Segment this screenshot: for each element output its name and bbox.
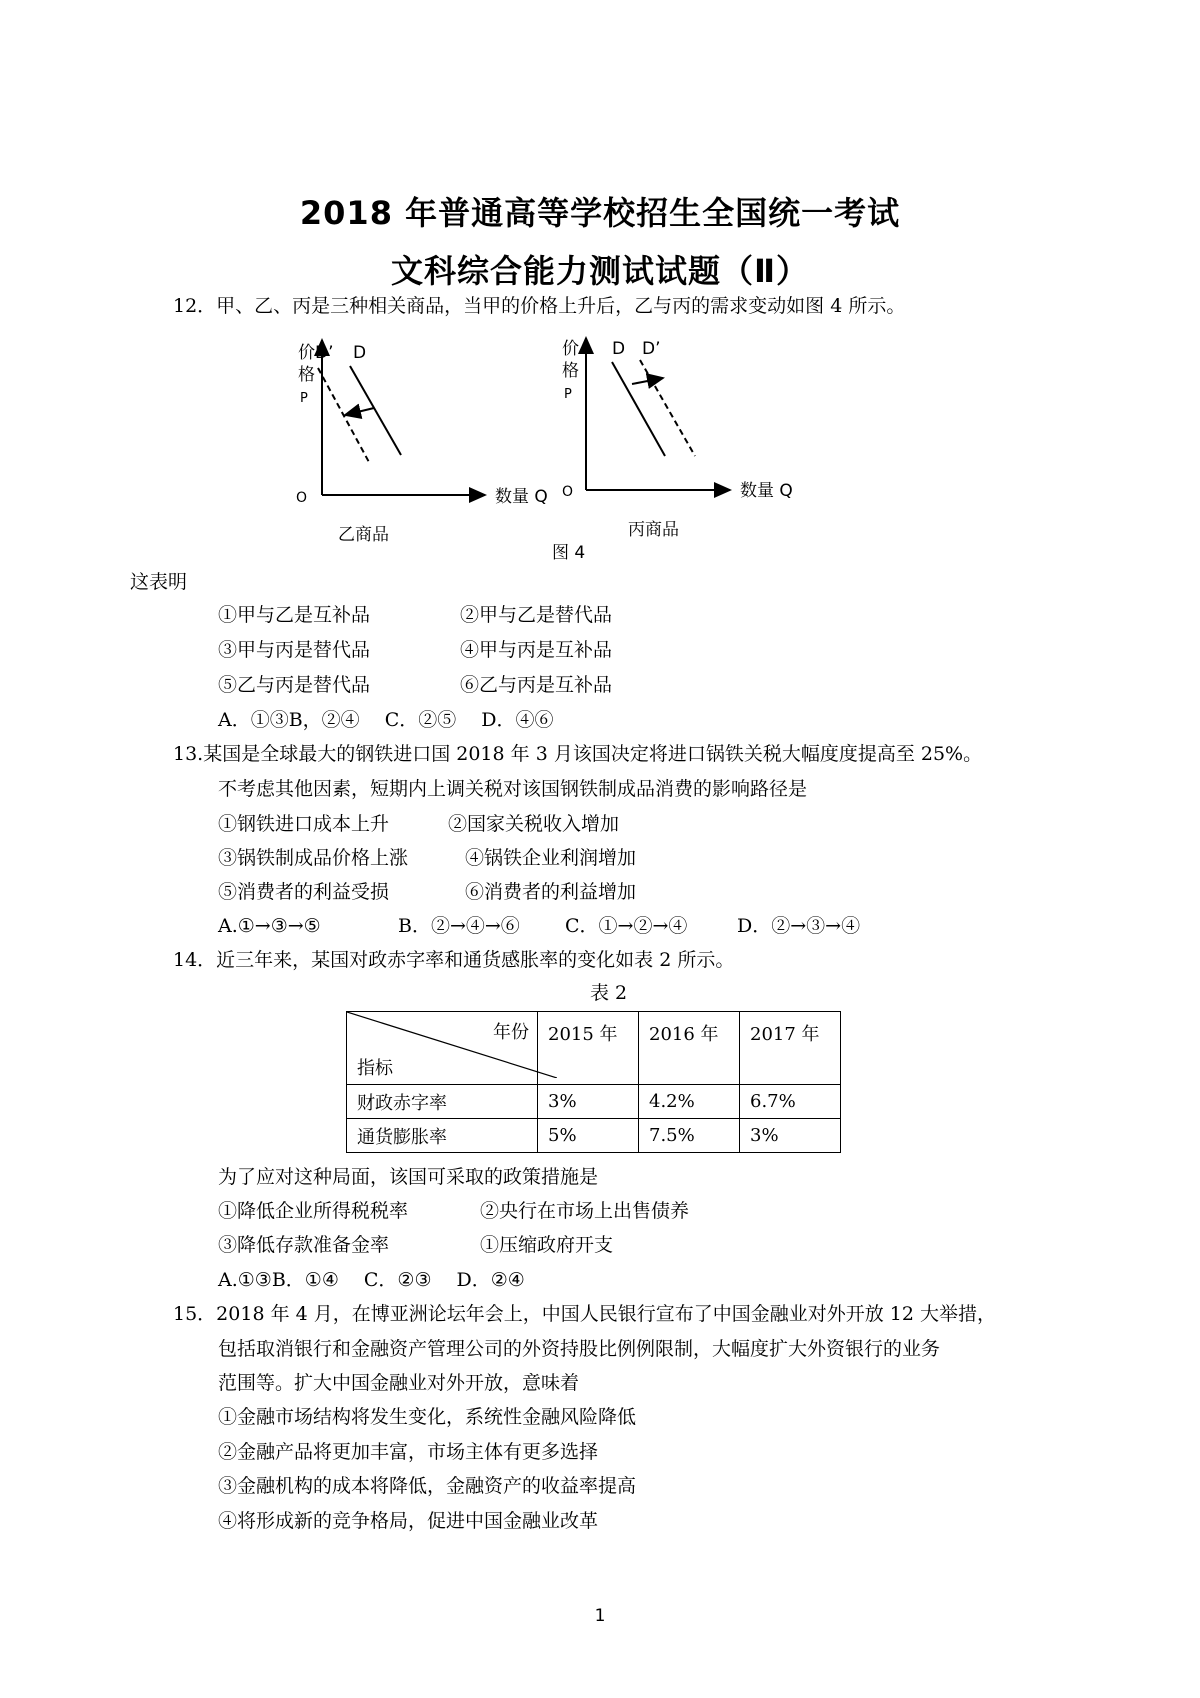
right-x-label: 数量 Q [740, 481, 793, 501]
left-x-label: 数量 Q [495, 487, 548, 507]
left-origin: O [296, 490, 308, 506]
cell-value: 3% [740, 1119, 841, 1153]
left-y-label-2: 格 [298, 365, 315, 385]
table-row [347, 1119, 841, 1153]
cell-value: 7.5% [639, 1119, 740, 1153]
right-caption: 丙商品 [628, 520, 679, 540]
col-header-2016: 2016 年 [639, 1012, 740, 1085]
cell-value: 6.7% [740, 1085, 841, 1119]
q15-option-3: ③金融机构的成本将降低，金融资产的收益率提高 [218, 1475, 637, 1497]
exam-subtitle: 文科综合能力测试试题（Ⅱ） [390, 252, 810, 290]
q14-option-3: ③降低存款准备金率 [218, 1234, 390, 1256]
row-label: 通货膨胀率 [347, 1119, 538, 1153]
right-shift-arrow [632, 378, 663, 384]
q12-option-5: ⑤乙与丙是替代品 [218, 674, 371, 696]
left-label-d-prime: D’ [315, 343, 334, 363]
right-label-d: D [612, 339, 626, 359]
right-y-label-2: 格 [562, 361, 579, 381]
q13-option-1: ①钢铁进口成本上升 [218, 813, 390, 835]
q14-option-1: ①降低企业所得税税率 [218, 1200, 409, 1222]
q12-choices: A．①③B，②④ C．②⑤ D．④⑥ [218, 709, 554, 731]
q12-option-4: ④甲与丙是互补品 [460, 639, 613, 661]
table-row [347, 1085, 841, 1119]
cell-value: 4.2% [639, 1085, 740, 1119]
left-curve-d-prime [318, 368, 370, 464]
left-caption: 乙商品 [338, 525, 389, 545]
q12-lead: 这表明 [130, 571, 188, 593]
figure-caption: 图 4 [552, 543, 586, 563]
table-corner-cell [347, 1012, 538, 1085]
q13-option-2: ②国家关税收入增加 [448, 813, 620, 835]
q12-option-3: ③甲与丙是替代品 [218, 639, 371, 661]
right-curve-d [612, 362, 665, 456]
exam-title: 2018 年普通高等学校招生全国统一考试 [299, 194, 901, 232]
q14-option-4: ①压缩政府开支 [480, 1234, 614, 1256]
q15-stem-line2: 包括取消银行和金融资产管理公司的外资持股比例例限制，大幅度扩大外资银行的业务 [218, 1338, 941, 1360]
corner-label-year: 年份 [493, 1022, 529, 1043]
right-y-label-3: P [564, 387, 572, 402]
left-panel-yi [296, 340, 548, 545]
left-shift-arrow [345, 408, 374, 415]
q12-option-1: ①甲与乙是互补品 [218, 604, 371, 626]
page-number: 1 [594, 1606, 606, 1626]
right-y-label-1: 价 [562, 339, 579, 359]
q13-choice-d: D．②→③→④ [737, 915, 861, 937]
left-y-label-1: 价 [298, 343, 315, 363]
right-panel-bing [562, 338, 793, 540]
q14-option-2: ②央行在市场上出售债养 [480, 1200, 690, 1222]
q14-stem: 14．近三年来，某国对政赤字率和通货感胀率的变化如表 2 所示。 [173, 949, 735, 971]
q12-stem: 12．甲、乙、丙是三种相关商品，当甲的价格上升后，乙与丙的需求变动如图 4 所示。 [173, 295, 906, 317]
table-2-caption: 表 2 [590, 982, 628, 1004]
right-label-d-prime: D’ [642, 339, 661, 359]
q15-option-1: ①金融市场结构将发生变化，系统性金融风险降低 [218, 1406, 637, 1428]
q12-option-2: ②甲与乙是替代品 [460, 604, 613, 626]
table-header-row [347, 1012, 841, 1085]
q13-stem-line1: 13.某国是全球最大的钢铁进口国 2018 年 3 月该国决定将进口锅铁关税大幅度度提高至 25%。 [173, 743, 983, 765]
q15-stem-line1: 15．2018 年 4 月，在博亚洲论坛年会上，中国人民银行宣布了中国金融业对外开放 12 大举措， [173, 1303, 996, 1325]
q15-option-2: ②金融产品将更加丰富，市场主体有更多选择 [218, 1441, 599, 1463]
q13-stem-line2: 不考虑其他因素，短期内上调关税对该国钢铁制成品消费的影响路径是 [218, 778, 808, 800]
q13-choice-c: C．①→②→④ [565, 915, 688, 937]
q14-choices: A.①③B．①④ C．②③ D．②④ [218, 1269, 525, 1291]
right-curve-d-prime [640, 360, 695, 456]
q12-option-6: ⑥乙与丙是互补品 [460, 674, 613, 696]
figure-4-demand-shift [270, 330, 890, 570]
row-label: 财政赤字率 [347, 1085, 538, 1119]
q13-choice-a: A.①→③→⑤ [218, 915, 321, 937]
right-origin: O [562, 484, 574, 500]
q15-option-4: ④将形成新的竞争格局，促进中国金融业改革 [218, 1510, 599, 1532]
q13-option-3: ③锅铁制成品价格上涨 [218, 847, 409, 869]
col-header-2015: 2015 年 [538, 1012, 639, 1085]
cell-value: 3% [538, 1085, 639, 1119]
q13-choice-b: B．②→④→⑥ [398, 915, 520, 937]
col-header-2017: 2017 年 [740, 1012, 841, 1085]
q15-stem-line3: 范围等。扩大中国金融业对外开放，意味着 [218, 1372, 580, 1394]
table-2 [346, 1011, 841, 1153]
left-y-label-3: P [300, 391, 308, 406]
q13-option-4: ④锅铁企业利润增加 [465, 847, 637, 869]
cell-value: 5% [538, 1119, 639, 1153]
q13-option-5: ⑤消费者的利益受损 [218, 881, 390, 903]
corner-label-indicator: 指标 [357, 1058, 393, 1079]
q14-lead: 为了应对这种局面，该国可采取的政策措施是 [218, 1166, 599, 1188]
q13-option-6: ⑥消费者的利益增加 [465, 881, 637, 903]
left-label-d: D [353, 343, 367, 363]
